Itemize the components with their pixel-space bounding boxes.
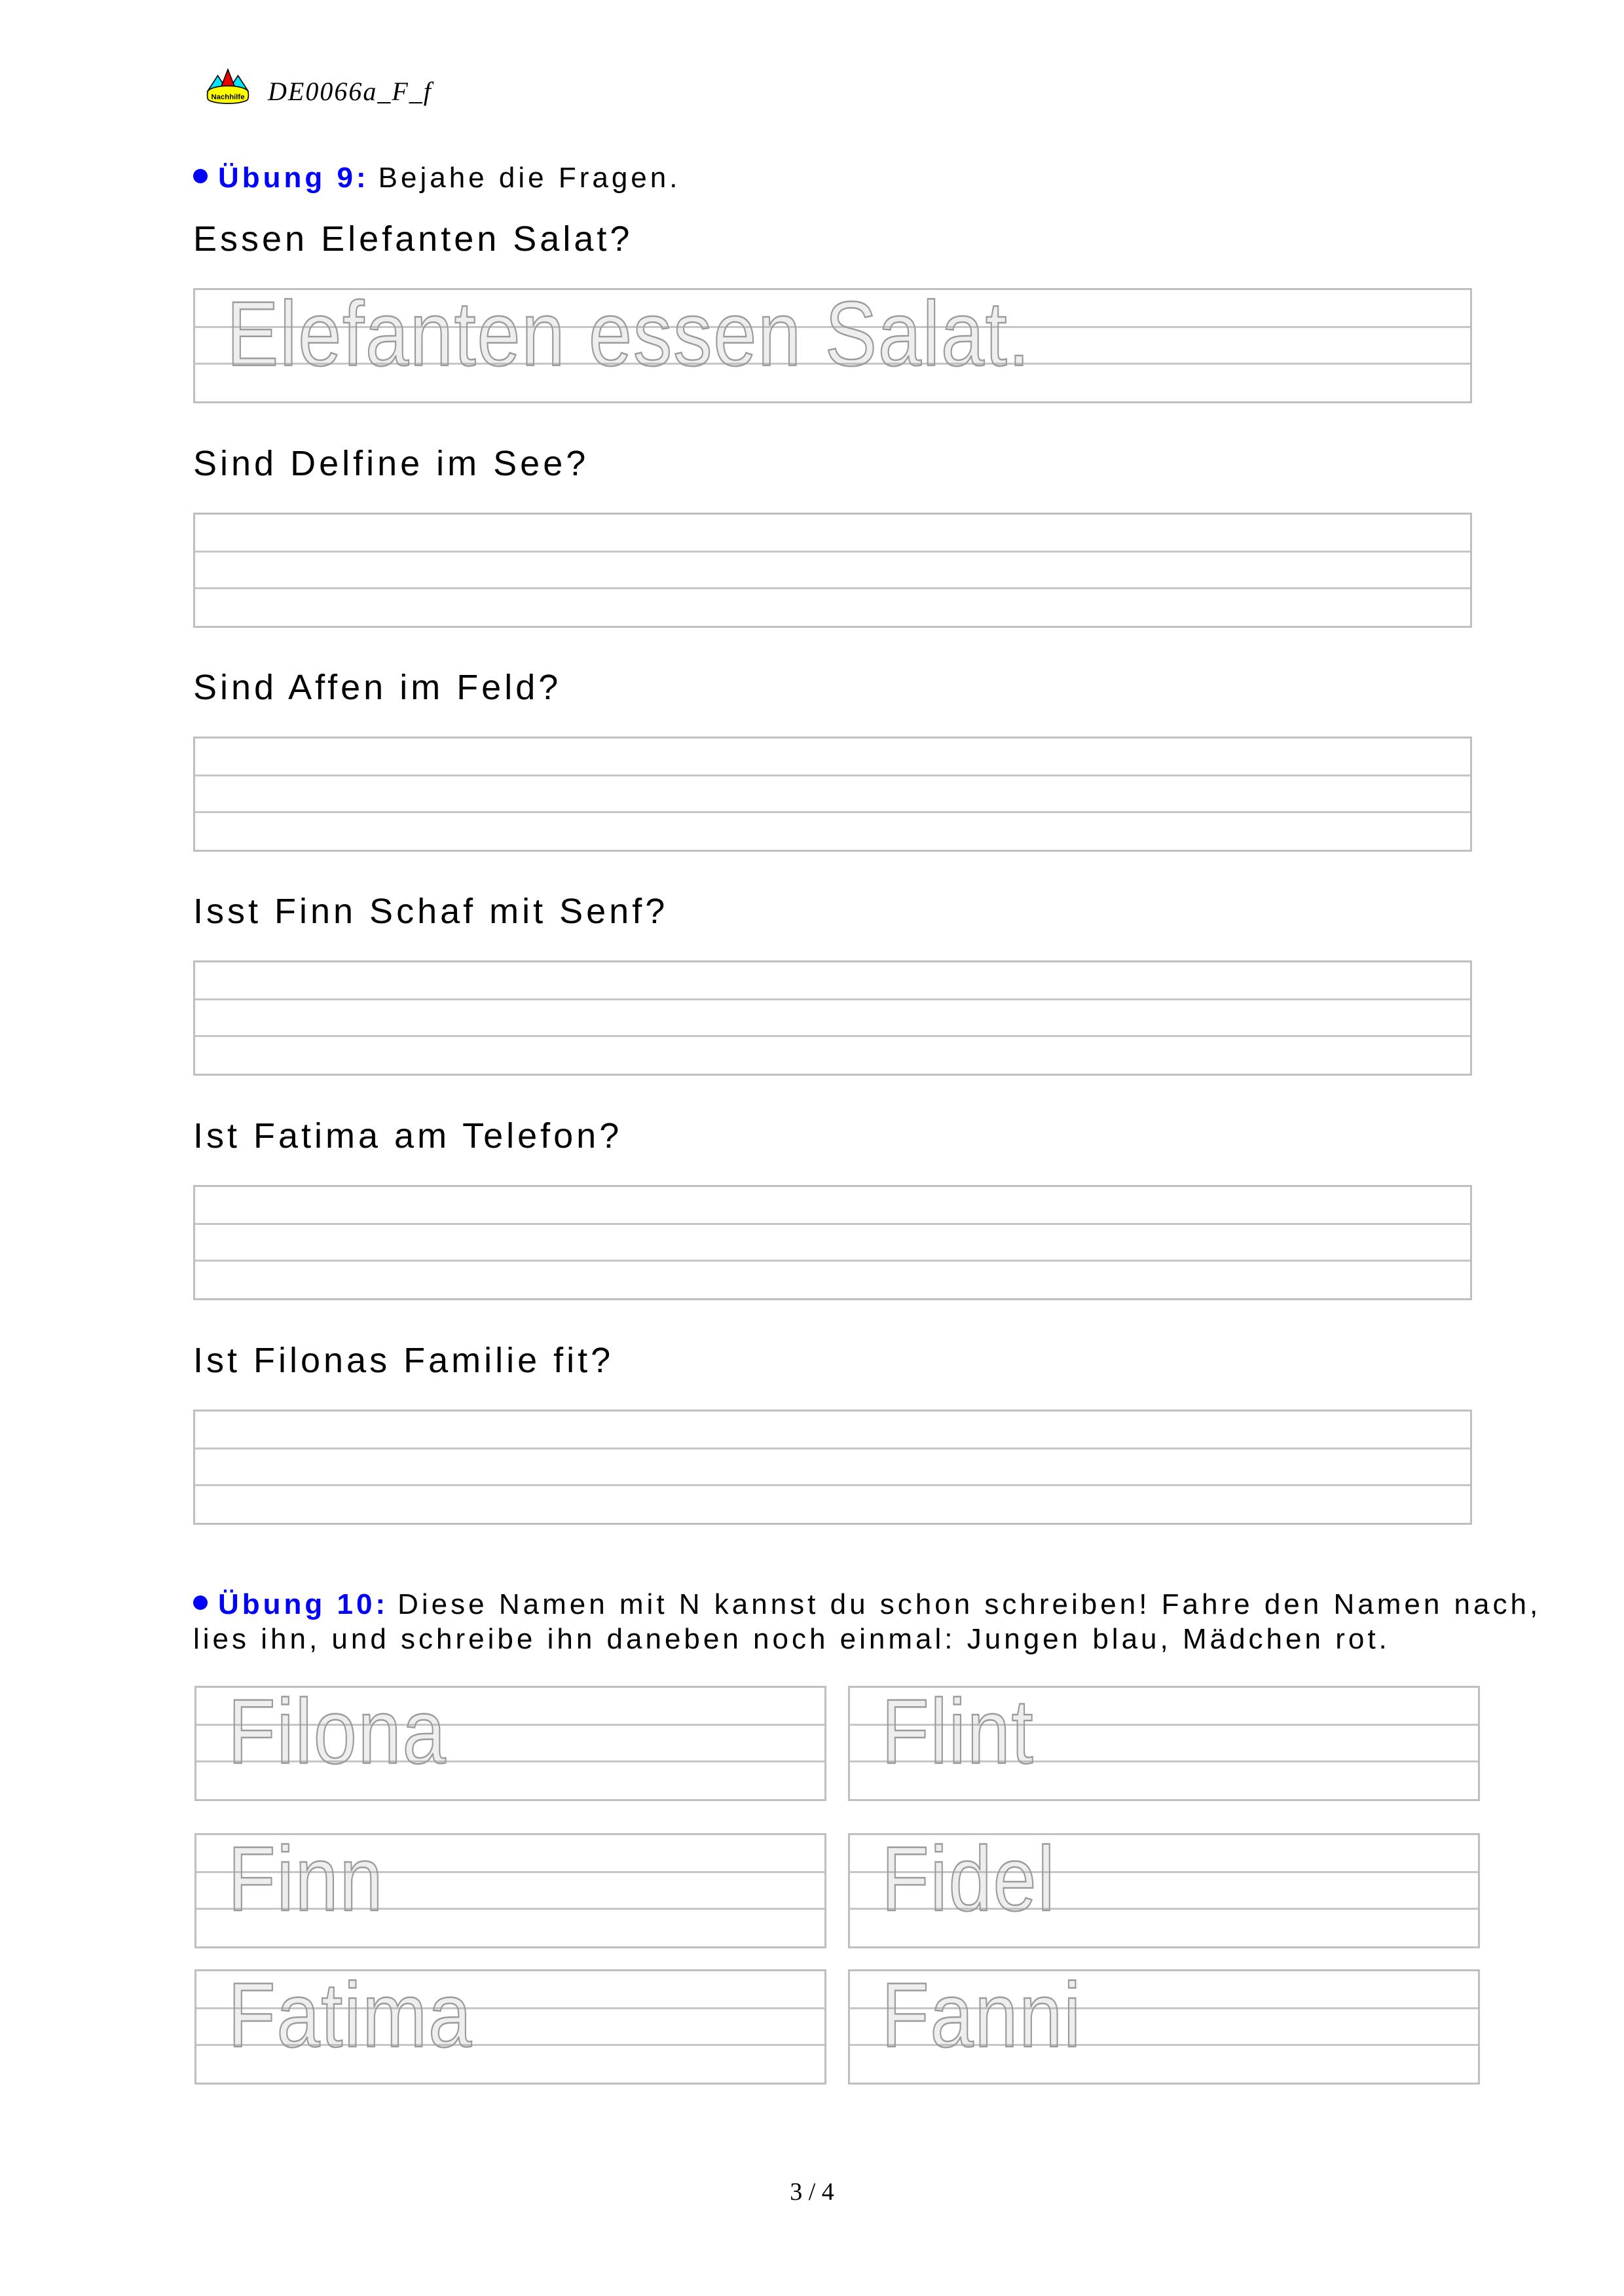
exercise10-instruction-line2: lies ihn, und schreibe ihn daneben noch einmal: Jungen blau, Mädchen rot. [193, 1623, 1390, 1655]
exercise10-instruction-line1: Diese Namen mit N kannst du schon schreiben! Fahre den Namen nach, [397, 1588, 1541, 1620]
trace-text: Flint [881, 1680, 1035, 1783]
exercise9-title: Übung 9: [218, 162, 369, 194]
question-block-1 [193, 219, 1472, 403]
rule-line [195, 1448, 1470, 1449]
rule-line [195, 774, 1470, 776]
name-box-flint [848, 1680, 1480, 1801]
question-block-2 [193, 444, 1472, 628]
question-text: Ist Fatima am Telefon? [193, 1116, 623, 1156]
writing-lines[interactable] [193, 1185, 1472, 1300]
question-text: Sind Affen im Feld? [193, 668, 562, 707]
trace-text: Fatima [228, 1963, 473, 2066]
trace-text: Fidel [881, 1827, 1056, 1930]
rule-line [195, 998, 1470, 1000]
bullet-icon [193, 1595, 208, 1610]
trace-text: Fanni [881, 1963, 1082, 2066]
question-block-3 [193, 668, 1472, 852]
writing-lines[interactable] [194, 1963, 826, 2085]
bullet-icon [193, 169, 208, 183]
question-block-6 [193, 1341, 1472, 1525]
question-block-4 [193, 892, 1472, 1076]
name-box-fatima [194, 1963, 826, 2085]
exercise10-title: Übung 10: [218, 1588, 389, 1620]
writing-lines[interactable] [848, 1680, 1480, 1801]
rule-line [195, 1035, 1470, 1037]
writing-lines[interactable] [193, 737, 1472, 852]
question-text: Ist Filonas Familie fit? [193, 1341, 614, 1380]
rule-line [195, 1484, 1470, 1486]
question-text: Essen Elefanten Salat? [193, 219, 633, 259]
name-box-filona [194, 1680, 826, 1801]
writing-lines[interactable] [848, 1963, 1480, 2085]
name-box-fanni [848, 1963, 1480, 2085]
writing-lines[interactable] [193, 513, 1472, 628]
nachhilfe-logo-icon [206, 68, 249, 106]
rule-line [195, 587, 1470, 589]
rule-line [195, 1260, 1470, 1262]
document-code: DE0066a_F_f [268, 77, 432, 106]
rule-line [195, 1223, 1470, 1225]
trace-text: Filona [228, 1680, 447, 1783]
logo-text: Nachhilfe [211, 93, 245, 101]
trace-text: Elefanten essen Salat. [227, 282, 1031, 385]
writing-lines[interactable] [194, 1827, 826, 1948]
writing-lines[interactable] [848, 1827, 1480, 1948]
writing-lines[interactable] [193, 960, 1472, 1076]
question-text: Isst Finn Schaf mit Senf? [193, 892, 669, 931]
name-box-fidel [848, 1827, 1480, 1948]
writing-lines[interactable] [193, 1410, 1472, 1525]
header [206, 68, 432, 107]
question-block-5 [193, 1116, 1472, 1300]
writing-lines[interactable] [194, 1680, 826, 1801]
rule-line [195, 551, 1470, 553]
question-text: Sind Delfine im See? [193, 444, 589, 483]
page-number: 3 / 4 [790, 2178, 834, 2206]
name-box-finn [194, 1827, 826, 1948]
rule-line [195, 811, 1470, 813]
exercise10-heading [193, 1587, 1541, 1656]
exercise9-heading [193, 161, 680, 195]
exercise9-instruction: Bejahe die Fragen. [378, 162, 681, 194]
writing-lines[interactable] [193, 282, 1472, 403]
trace-text: Finn [228, 1827, 384, 1930]
